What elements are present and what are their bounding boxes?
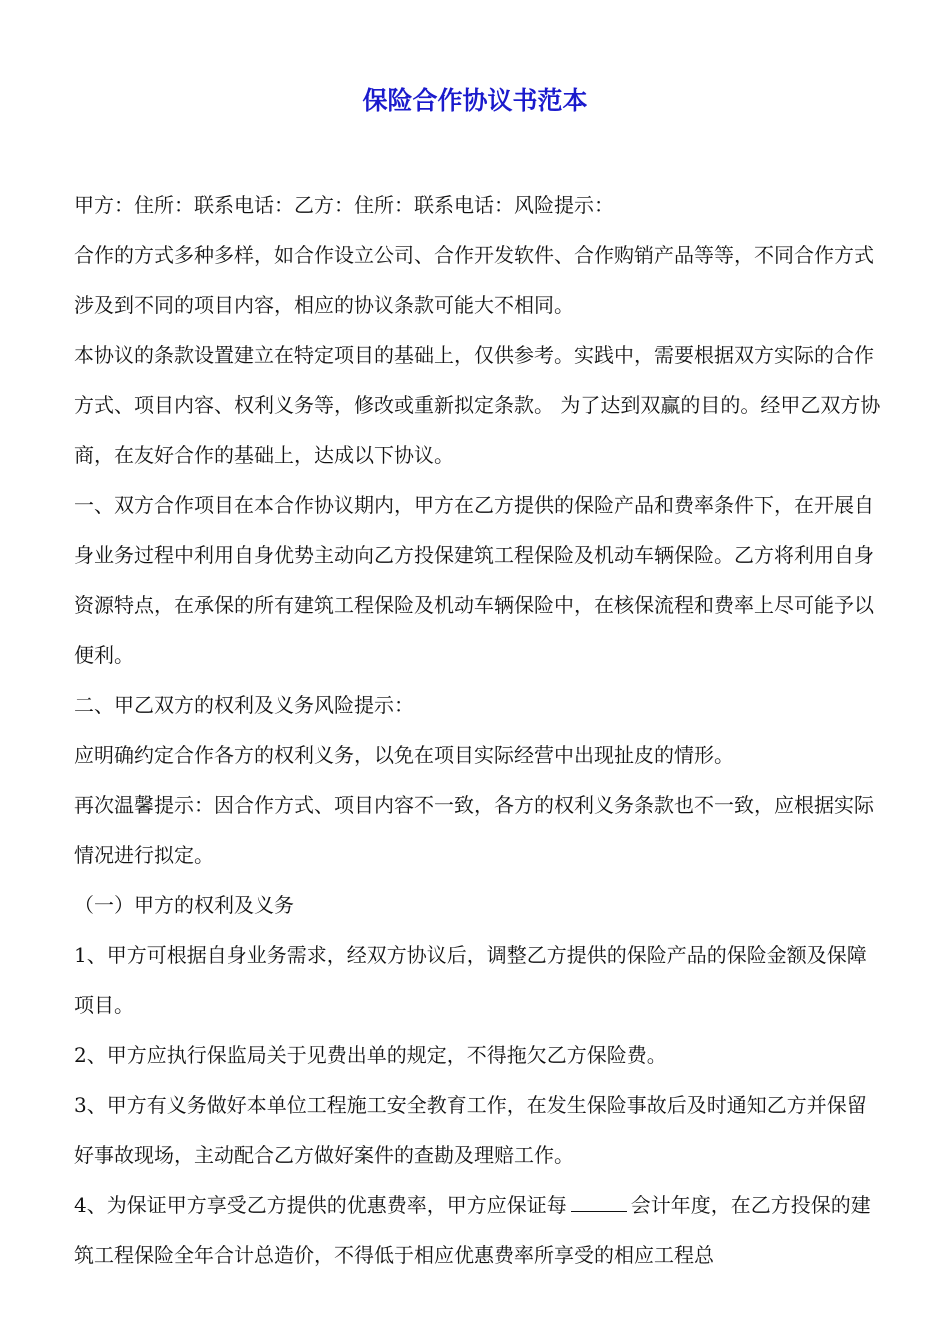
clause-1: 一、双方合作项目在本合作协议期内，甲方在乙方提供的保险产品和费率条件下，在开展自身业务过程中利用自身优势主动向乙方投保建筑工程保险及机动车辆保险。乙方将利用自身资源特点，在承保的所有建筑工程保险及机动车辆保险中，在核保流程和费率上尽可能予以便利。: [74, 493, 874, 667]
clause-4-text-end: 会计年度，在乙方投保的建筑工程保险全年合计总造价，不得低于相应优惠费率所享受的相应工程总: [74, 1193, 871, 1267]
party-a-item-1: 1、甲方可根据自身业务需求，经双方协议后，调整乙方提供的保险产品的保险金额及保障项目。: [74, 943, 867, 1017]
fill-in-blank: [571, 1191, 627, 1212]
section-party-a-heading: （一）甲方的权利及义务: [74, 893, 294, 917]
clause-4-text-start: 4、为保证甲方享受乙方提供的优惠费率，甲方应保证每: [74, 1193, 567, 1217]
document-body: [74, 180, 884, 1280]
party-a-item-3: 3、甲方有义务做好本单位工程施工安全教育工作，在发生保险事故后及时通知乙方并保留好事故现场，主动配合乙方做好案件的查勘及理赔工作。: [74, 1093, 867, 1167]
clause-2-heading: 二、甲乙双方的权利及义务风险提示：: [74, 693, 414, 717]
paragraph-reference-note: 本协议的条款设置建立在特定项目的基础上，仅供参考。实践中，需要根据双方实际的合作方式、项目内容、权利义务等，修改或重新拟定条款。 为了达到双赢的目的。经甲乙双方协商，在友好合作的基础上，达成以下协议。: [74, 343, 881, 467]
parties-line: 甲方：住所：联系电话：乙方：住所：联系电话：风险提示：: [74, 193, 614, 217]
party-a-item-2: 2、甲方应执行保监局关于见费出单的规定，不得拖欠乙方保险费。: [74, 1043, 667, 1067]
document-title: 保险合作协议书范本: [362, 86, 588, 115]
paragraph-rights-note: 应明确约定合作各方的权利义务，以免在项目实际经营中出现扯皮的情形。: [74, 743, 734, 767]
paragraph-reminder: 再次温馨提示：因合作方式、项目内容不一致，各方的权利义务条款也不一致，应根据实际情况进行拟定。: [74, 793, 874, 867]
party-a-item-4: [74, 1180, 884, 1280]
paragraph-cooperation-methods: 合作的方式多种多样，如合作设立公司、合作开发软件、合作购销产品等等，不同合作方式涉及到不同的项目内容，相应的协议条款可能大不相同。: [74, 243, 874, 317]
